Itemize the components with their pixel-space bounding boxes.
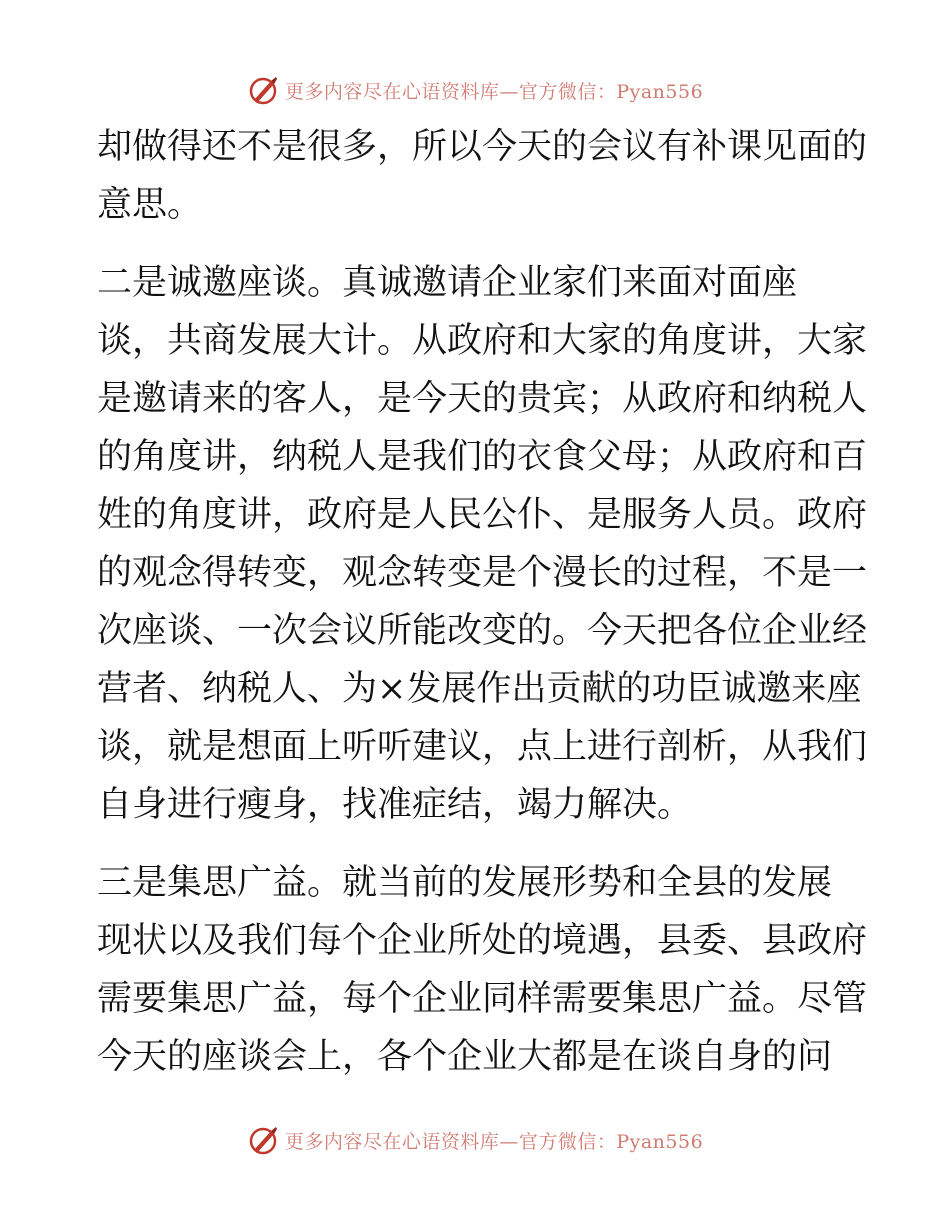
watermark-text: 更多内容尽在心语资料库—官方微信：Pyan556 — [284, 1130, 704, 1153]
text-line: 二是诚邀座谈。真诚邀请企业家们来面对面座 — [97, 263, 798, 303]
text-line: 的角度讲，纳税人是我们的衣食父母；从政府和百 — [97, 437, 868, 477]
text-line: 需要集思广益，每个企业同样需要集思广益。尽管 — [97, 979, 868, 1019]
text-line: 意思。 — [97, 185, 203, 225]
text-line: 是邀请来的客人，是今天的贵宾；从政府和纳税人 — [97, 379, 868, 419]
document-body — [97, 118, 868, 1086]
paragraph-brainstorm — [97, 854, 868, 1086]
text-line: 自身进行瘦身，找准症结，竭力解决。 — [97, 785, 693, 825]
text-line: 今天的座谈会上，各个企业大都是在谈自身的问 — [97, 1037, 833, 1077]
text-line: 现状以及我们每个企业所处的境遇，县委、县政府 — [97, 921, 868, 961]
watermark-text: 更多内容尽在心语资料库—官方微信：Pyan556 — [284, 80, 704, 103]
text-line: 姓的角度讲，政府是人民公仆、是服务人员。政府 — [97, 495, 868, 535]
text-line: 营者、纳税人、为×发展作出贡献的功臣诚邀来座 — [97, 669, 862, 709]
footer-watermark — [0, 1120, 950, 1160]
header-watermark — [0, 70, 950, 110]
paragraph-continuation — [97, 118, 868, 234]
text-line: 的观念得转变，观念转变是个漫长的过程，不是一 — [97, 553, 868, 593]
pen-logo-icon — [247, 74, 279, 106]
text-line: 三是集思广益。就当前的发展形势和全县的发展 — [97, 863, 833, 903]
pen-logo-icon — [247, 1124, 279, 1156]
text-line: 谈，就是想面上听听建议，点上进行剖析，从我们 — [97, 727, 868, 767]
text-line: 谈，共商发展大计。从政府和大家的角度讲，大家 — [97, 321, 868, 361]
text-line: 次座谈、一次会议所能改变的。今天把各位企业经 — [97, 611, 868, 651]
paragraph-invite-talk — [97, 254, 868, 834]
text-line: 却做得还不是很多，所以今天的会议有补课见面的 — [97, 127, 868, 167]
